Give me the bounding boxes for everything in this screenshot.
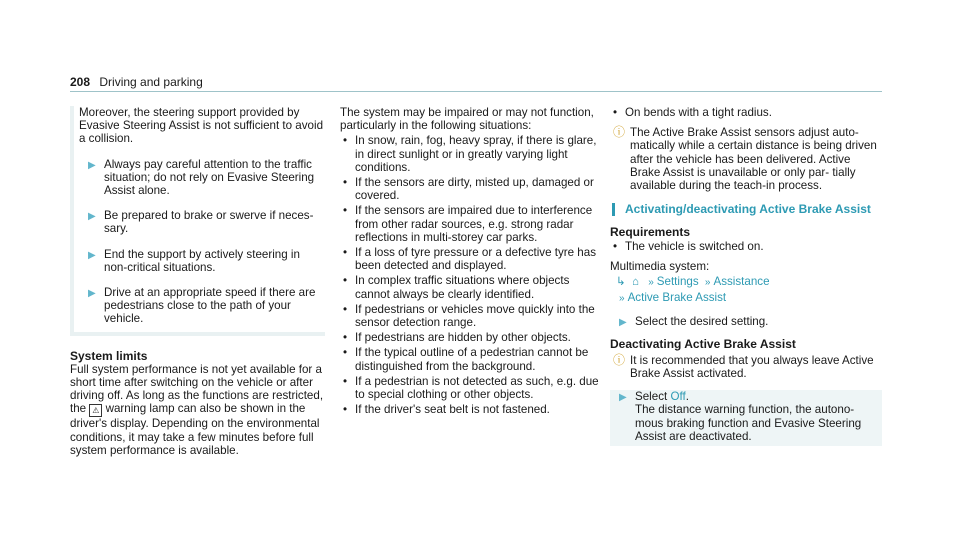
home-icon: ⌂ (631, 275, 639, 289)
info-note: ⓘ It is recommended that you always leave Active Brake Assist activated. (613, 352, 874, 381)
section-bar (612, 203, 615, 216)
list-item: • If the sensors are impaired due to interference from other radar sources, e.g. strong radar reflections in multi-storey car parks. (343, 204, 593, 244)
limits-intro: The system may be impaired or may not function, particularly in the following situations: (340, 106, 594, 133)
arrow-icon: ▶ (88, 159, 96, 171)
system-limits-heading: System limits (70, 348, 148, 363)
list-item: • The vehicle is switched on. (613, 239, 764, 253)
off-option: Off (670, 390, 686, 404)
menu-settings: Settings (656, 275, 699, 289)
system-limits-text: Full system performance is not yet available for a short time after switching on the vehicle or after driving off. As long as the functions are restricted, the ⚠ warning lamp can also be shown in the driver's display. Depending on the environmental conditions, it may take a few minutes before full system performance is available. (70, 362, 324, 457)
deactivating-heading: Deactivating Active Brake Assist (610, 336, 796, 351)
column-1 (70, 106, 325, 457)
page-number: 208 (70, 75, 91, 89)
chevron-icon: » (704, 277, 711, 289)
section-title: Driving and parking (99, 75, 203, 89)
arrow-icon: ▶ (88, 211, 96, 223)
step: ▶ Be prepared to brake or swerve if neces‐ sary. (88, 209, 314, 236)
list-item: • In snow, rain, fog, heavy spray, if there is glare, in direct sunlight or in greatly varying light conditions. (343, 134, 597, 174)
menu-assistance: Assistance (713, 275, 770, 289)
info-icon: ⓘ (613, 352, 626, 367)
list-item: • If the typical outline of a pedestrian cannot be distinguished from the background. (343, 346, 589, 373)
list-item: • If a pedestrian is not detected as such, e.g. due to special clothing or other objects. (343, 374, 599, 402)
chevron-icon: » (619, 293, 625, 305)
column-2 (340, 106, 600, 416)
step: ▶ Select Off. The distance warning function, the autono‐ mous braking function and Evasive Steering Assist are deactivated. (610, 390, 882, 446)
off-description: The distance warning function, the autono‐ mous braking function and Evasive Steering Assist are deactivated. (635, 403, 862, 443)
step: ▶ Always pay careful attention to the traffic situation; do not rely on Evasive Steering Assist alone. (88, 157, 315, 198)
list-item: • If the driver's seat belt is not fastened. (343, 403, 550, 417)
list-item: • On bends with a tight radius. (613, 106, 772, 119)
list-item: • If a loss of tyre pressure or a defective tyre has been detected and displayed. (343, 246, 597, 273)
step: ▶ Drive at an appropriate speed if there are pedestrians close to the path of your vehicle. (88, 286, 316, 326)
arrow-icon: ▶ (619, 392, 627, 404)
list-item: • In complex traffic situations where objects cannot always be clearly identified. (343, 274, 570, 301)
step: ▶ Select the desired setting. (619, 315, 769, 329)
header-rule (70, 91, 882, 92)
arrow-icon: ▶ (619, 317, 627, 329)
menu-path (610, 275, 882, 305)
page-header (70, 76, 203, 89)
info-icon: ⓘ (613, 125, 626, 140)
list-item: • If pedestrians or vehicles move quickly into the sensor detection range. (343, 302, 595, 330)
info-note: ⓘ The Active Brake Assist sensors adjust auto‐ matically while a certain distance is being driven after the vehicle has been delivered. Active Brake Assist is unavailable or only par‐ tially available during the teach-in process. (613, 125, 877, 193)
arrow-icon: ▶ (88, 249, 96, 261)
arrow-icon: ▶ (88, 288, 96, 300)
requirements-heading: Requirements (610, 225, 691, 240)
list-item: • If the sensors are dirty, misted up, damaged or covered. (343, 176, 594, 203)
multimedia-label: Multimedia system: (610, 259, 710, 273)
list-item: • If pedestrians are hidden by other objects. (343, 331, 571, 345)
section-heading: Activating/deactivating Active Brake Assist (610, 203, 882, 216)
return-arrow-icon: ↳ (616, 275, 626, 289)
warning-lamp-icon: ⚠ (89, 404, 102, 417)
column-3 (610, 106, 882, 446)
menu-active-brake-assist: Active Brake Assist (627, 291, 727, 305)
step: ▶ End the support by actively steering in non-critical situations. (88, 247, 300, 274)
chevron-icon: » (648, 277, 654, 289)
warning-box (70, 106, 325, 336)
intro-text: Moreover, the steering support provided by Evasive Steering Assist is not sufficient to avoid a collision. (79, 106, 324, 146)
